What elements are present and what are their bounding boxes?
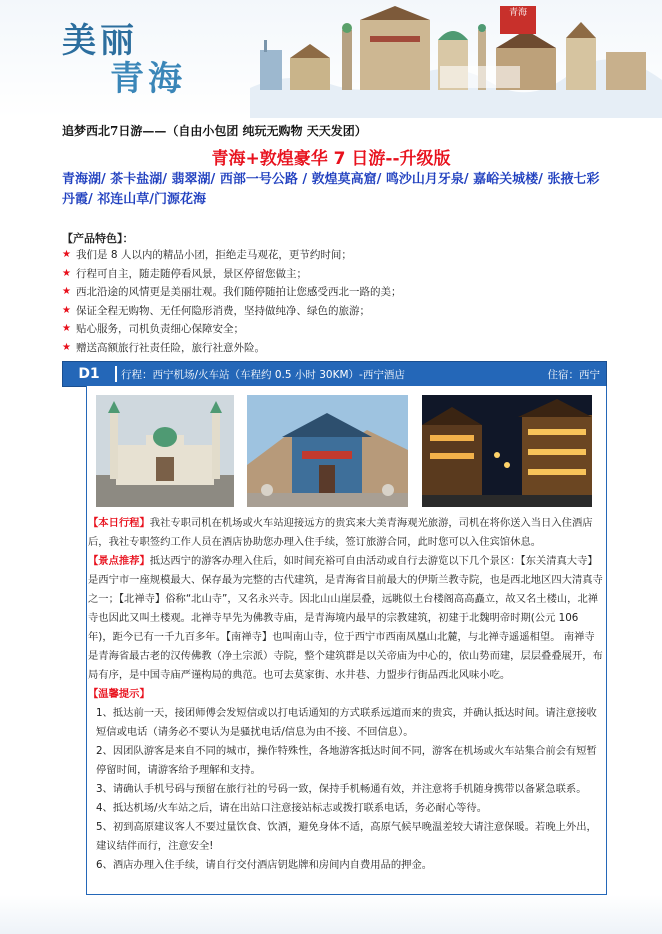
list-item: ★ 行程可自主，随走随停看风景，景区停留您做主；	[62, 265, 607, 284]
banner-title-line1: 美丽	[62, 21, 138, 61]
tips-list	[88, 704, 603, 875]
list-item: 6、酒店办理入住手续，请自行交付酒店钥匙牌和房间内自费用品的押金。	[96, 859, 433, 871]
list-item: 1、抵达前一天，接团师傅会发短信或以打电话通知的方式联系远道而来的贵宾，并确认抵达时间。请注意接收短信或电话（请务必不要认为是骚扰电话/信息为由不接、不回信息）。	[96, 707, 597, 738]
list-item: ★ 贴心服务，司机负责细心保障安全；	[62, 320, 607, 339]
features-heading: 【产品特色】：	[62, 232, 134, 245]
star-icon: ★	[62, 304, 71, 316]
schedule-tag: 【本日行程】	[88, 517, 150, 529]
banner-title	[62, 22, 186, 98]
list-item: ★ 我们是 8 人以内的精品小团，拒绝走马观花，更节约时间；	[62, 246, 607, 265]
footer-decoration	[0, 895, 662, 934]
list-item: ★ 赠送高额旅行社责任险，旅行社意外险。	[62, 339, 607, 358]
star-icon: ★	[62, 341, 71, 353]
header-banner	[0, 0, 662, 118]
star-icon: ★	[62, 249, 71, 260]
subtitle: 追梦西北7日游——（自由小包团 纯玩无购物 天天发团）	[62, 124, 367, 138]
list-item: 2、因团队游客是来自不同的城市，操作特殊性，各地游客抵达时间不同，游客在机场或火车站集合前会有短暂停留时间，请游客给予理解和支持。	[96, 745, 597, 776]
night-street-photo	[422, 395, 592, 507]
day-stay: 住宿：西宁	[547, 368, 600, 381]
route-list: 青海湖/ 茶卡盐湖/ 翡翠湖/ 西部一号公路 / 敦煌莫高窟/ 鸣沙山月牙泉/ 嘉峪关城楼/ 张掖七彩丹霞/ 祁连山草/门源花海	[62, 172, 600, 207]
list-item: ★ 保证全程无购物、无任何隐形消费，坚持做纯净、绿色的旅游；	[62, 302, 607, 321]
star-icon: ★	[62, 286, 71, 297]
day-route: 行程：西宁机场/火车站（车程约 0.5 小时 30KM）-西宁酒店	[121, 368, 405, 381]
day-header-bar	[62, 361, 607, 387]
features-list	[62, 246, 607, 357]
spots-tag: 【景点推荐】	[88, 555, 150, 567]
page-title: 青海+敦煌豪华 7 日游--升级版	[211, 149, 451, 169]
day-description	[88, 514, 603, 875]
skyline-illustration	[250, 0, 662, 118]
star-icon: ★	[62, 267, 71, 279]
list-item: 4、抵达机场/火车站之后，请在出站口注意接站标志或拨打联系电话，务必耐心等待。	[96, 802, 488, 814]
temple-photo	[247, 395, 408, 507]
banner-title-line2: 青海	[110, 59, 186, 99]
spots-paragraph: 【景点推荐】抵达西宁的游客办理入住后，如时间充裕可自由活动或自行去游览以下几个景区：【东关清真大寺】是西宁市一座规模最大、保存最为完整的古代建筑，是青海省目前最大的伊斯兰教寺院，也是西北地区四大清真寺之一；【北禅寺】俗称“北山寺”，又名永兴寺。因北山山崖层叠，远眺似土台楼阁高高矗立，故又名土楼山，北禅寺也因此又叫土楼观。北禅寺早先为佛教寺庙，是青海境内最早的宗教建筑，初建于北魏明帝时期(公元 106 年)，距今已有一千九百多年。【南禅寺】也叫南山寺，位于西宁市西南凤凰山北麓，与北禅寺遥遥相望。 南禅寺是青海省最古老的汉传佛教（净土宗派）寺院，整个建筑群是以关帝庙为中心的，依山势而建，层层叠叠展开，布局有序，是中国寺庙严谨构局的典范。也可去莫家街、水井巷、力盟步行街品西北风味小吃。	[88, 555, 603, 681]
tips-title: 【温馨提示】	[88, 688, 150, 700]
mosque-photo	[96, 395, 234, 507]
seal-stamp: 青海	[500, 6, 536, 34]
list-item: 5、初到高原建议客人不要过量饮食、饮酒，避免身体不适，高原气候早晚温差较大请注意保暖。若晚上外出，建议结伴而行，注意安全!	[96, 821, 597, 852]
schedule-paragraph: 【本日行程】我社专职司机在机场或火车站迎接远方的贵宾来大美青海观光旅游，司机在将你送入当日入住酒店后，我社专职签约工作人员在酒店协助您办理入住手续，签订旅游合同，此时您可以入住宾馆休息。	[88, 517, 593, 548]
star-icon: ★	[62, 323, 71, 334]
list-item: 3、请确认手机号码与预留在旅行社的号码一致，保持手机畅通有效，并注意将手机随身携带以备紧急联系。	[96, 783, 587, 795]
list-item: ★ 西北沿途的风情更是美丽壮观。我们随停随拍让您感受西北一路的美；	[62, 283, 607, 302]
day-number: D1	[63, 366, 117, 382]
